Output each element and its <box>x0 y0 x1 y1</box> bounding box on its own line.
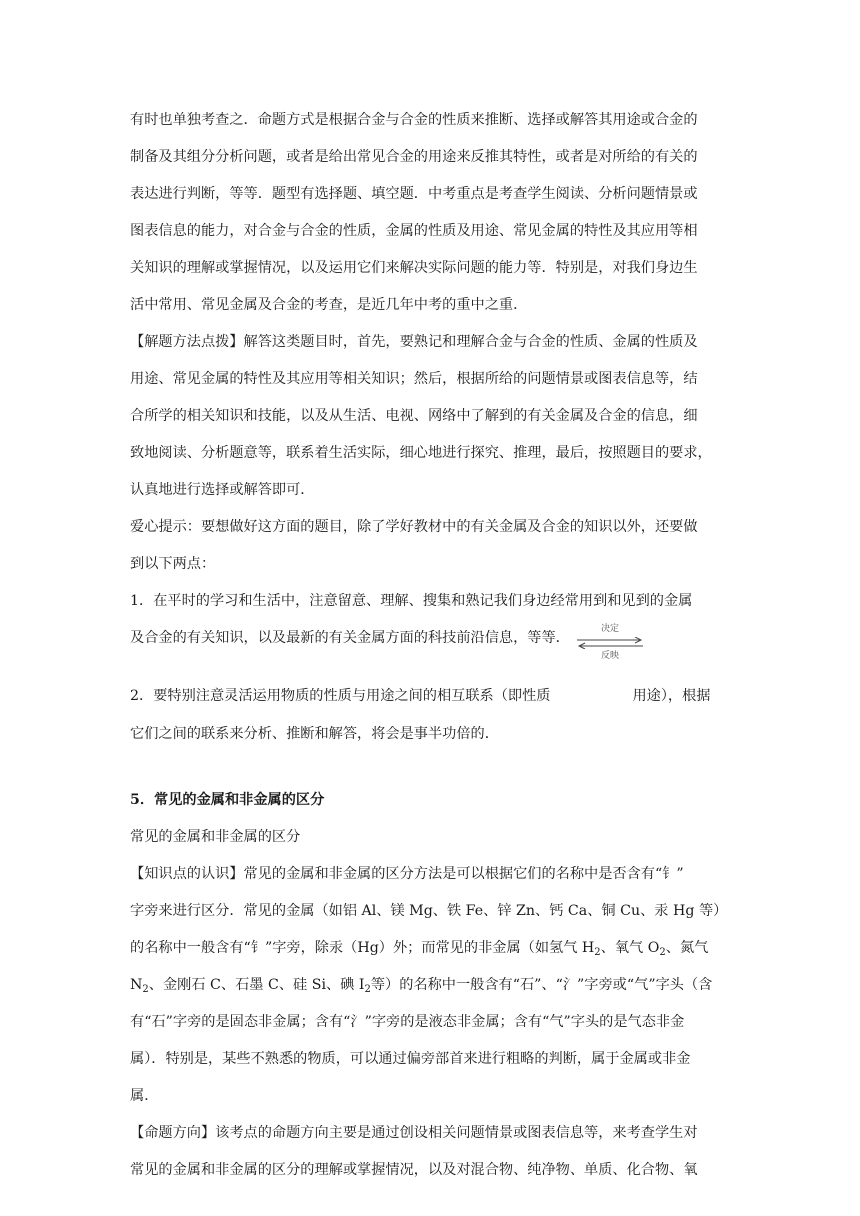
paragraph-line <box>130 938 708 958</box>
paragraph-line: 常见的金属和非金属的区分的理解或掌握情况，以及对混合物、纯净物、单质、化合物、氧 <box>130 1162 698 1178</box>
paragraph-line: 到以下两点： <box>130 556 216 572</box>
section-subtitle: 常见的金属和非金属的区分 <box>130 829 301 845</box>
paragraph-line: 【知识点的认识】常见的金属和非金属的区分方法是可以根据它们的名称中是否含有“钅” <box>130 866 684 882</box>
paragraph-line: 关知识的理解或掌握情况，以及运用它们来解决实际问题的能力等．特别是，对我们身边生 <box>130 260 698 276</box>
paragraph-line: 【命题方向】该考点的命题方向主要是通过创设相关问题情景或图表信息等，来考查学生对 <box>130 1125 698 1141</box>
point2-before: 2．要特别注意灵活运用物质的性质与用途之间的相互联系（即性质 <box>130 688 551 704</box>
section-heading: 5．常见的金属和非金属的区分 <box>130 792 325 808</box>
paragraph-line: 有“石”字旁的是固态非金属；含有“氵”字旁的是液态非金属；含有“气”字头的是气态非金 <box>130 1014 685 1030</box>
paragraph-line <box>130 686 711 706</box>
point2-after: 用途），根据 <box>632 688 711 704</box>
paragraph-line: 用途、常见金属的特性及其应用等相关知识；然后，根据所给的问题情景或图表信息等，结 <box>130 371 698 387</box>
relation-arrow <box>575 624 645 664</box>
paragraph-line: 认真地进行选择或解答即可． <box>130 482 315 498</box>
paragraph-line: 【解题方法点拨】解答这类题目时，首先，要熟记和理解合金与合金的性质、金属的性质及 <box>130 334 698 350</box>
paragraph-line: 合所学的相关知识和技能，以及从生活、电视、网络中了解到的有关金属及合金的信息，细 <box>130 408 698 424</box>
text-run: N <box>130 977 143 993</box>
paragraph-line: 表达进行判断，等等．题型有选择题、填空题．中考重点是考查学生阅读、分析问题情景或 <box>130 186 698 202</box>
paragraph-line <box>130 975 712 995</box>
paragraph-line: 爱心提示：要想做好这方面的题目，除了学好教材中的有关金属及合金的知识以外，还要做 <box>130 519 698 535</box>
arrow-top-label: 决定 <box>600 624 619 634</box>
subscript: 2 <box>594 947 601 958</box>
arrow-bottom-label: 反映 <box>600 651 619 661</box>
text-run: 等）的名称中一般含有“石”、“氵”字旁或“气”字头（含 <box>370 977 713 993</box>
paragraph-line: 属． <box>130 1088 159 1104</box>
paragraph-line: 及合金的有关知识，以及最新的有关金属方面的科技前沿信息，等等． <box>130 630 570 646</box>
subscript: 2 <box>142 984 149 995</box>
subscript: 2 <box>659 947 666 958</box>
paragraph-line: 图表信息的能力，对合金与合金的性质，金属的性质及用途、常见金属的特性及其应用等相 <box>130 223 698 239</box>
paragraph-line: 有时也单独考查之．命题方式是根据合金与合金的性质来推断、选择或解答其用途或合金的 <box>130 112 698 128</box>
text-run: 、氧气 O <box>600 940 660 956</box>
text-run: 、金刚石 C、石墨 C、硅 Si、碘 I <box>148 977 365 993</box>
paragraph-line: 属）．特别是，某些不熟悉的物质，可以通过偏旁部首来进行粗略的判断，属于金属或非金 <box>130 1051 691 1067</box>
paragraph-line: 致地阅读、分析题意等，联系着生活实际，细心地进行探究、推理，最后，按照题目的要求， <box>130 445 712 461</box>
paragraph-line: 1．在平时的学习和生活中，注意留意、理解、搜集和熟记我们身边经常用到和见到的金属 <box>130 593 693 609</box>
paragraph-line: 制备及其组分分析问题，或者是给出常见合金的用途来反推其特性，或者是对所给的有关的 <box>130 149 698 165</box>
paragraph-line: 活中常用、常见金属及合金的考查，是近几年中考的重中之重． <box>130 297 528 313</box>
text-run: 的名称中一般含有“钅”字旁，除汞（Hg）外；而常见的非金属（如氢气 H <box>130 940 595 956</box>
text-run: 、氮气 <box>665 940 709 956</box>
paragraph-line: 它们之间的联系来分析、推断和解答，将会是事半功倍的． <box>130 726 499 742</box>
paragraph-line: 字旁来进行区分．常见的金属（如铝 Al、镁 Mg、铁 Fe、锌 Zn、钙 Ca、铜 Cu、汞 Hg 等） <box>130 903 728 919</box>
double-arrow-icon <box>575 637 645 649</box>
subscript: 2 <box>364 984 371 995</box>
